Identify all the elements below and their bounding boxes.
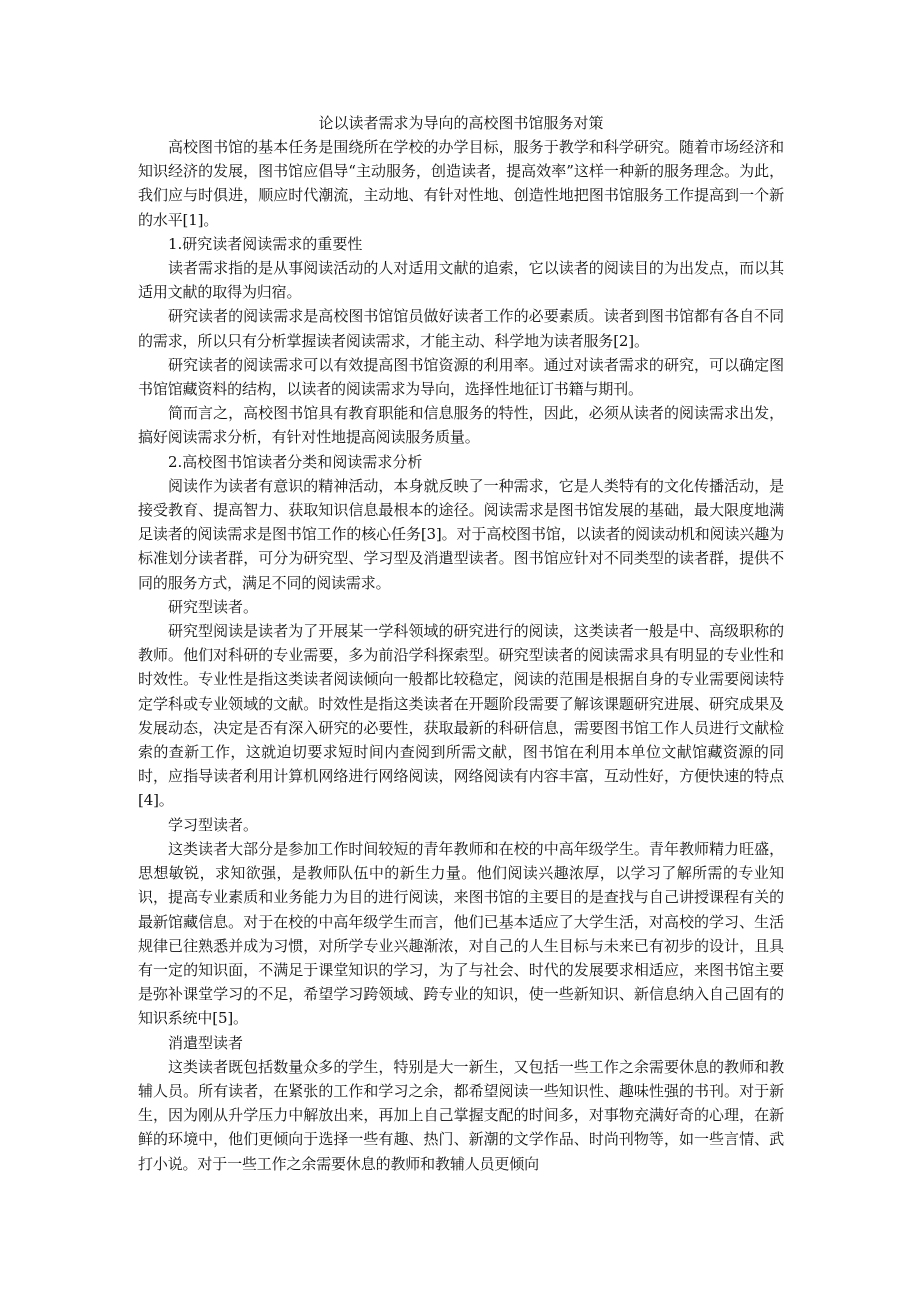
paragraph: 研究读者的阅读需求可以有效提高图书馆资源的利用率。通过对读者需求的研究，可以确定图书馆馆藏资料的结构，以读者的阅读需求为导向，选择性地征订书籍与期刊。: [138, 355, 784, 399]
paragraph: 这类读者既包括数量众多的学生，特别是大一新生，又包括一些工作之余需要休息的教师和教辅人员。所有读者，在紧张的工作和学习之余，都希望阅读一些知识性、趣味性强的书刊。对于新生，因为刚从升学压力中解放出来，再加上自己掌握支配的时间多，对事物充满好奇的心理，在新鲜的环境中，他们更倾向于选择一些有趣、热门、新潮的文学作品、时尚刊物等，如一些言情、武打小说。对于一些工作之余需要休息的教师和教辅人员更倾向: [138, 1057, 784, 1173]
section-heading: 2.高校图书馆读者分类和阅读需求分析: [168, 452, 423, 471]
paragraph: 研究型阅读是读者为了开展某一学科领域的研究进行的阅读，这类读者一般是中、高级职称的教师。他们对科研的专业需要，多为前沿学科探索型。研究型读者的阅读需求具有明显的专业性和时效性。专业性是指这类读者阅读倾向一般都比较稳定，阅读的范围是根据自身的专业需要阅读特定学科或专业领域的文献。时效性是指这类读者在开题阶段需要了解该课题研究进展、研究成果及发展动态，决定是否有深入研究的必要性，获取最新的科研信息，需要图书馆工作人员进行文献检索的查新工作，这就迫切要求短时间内查阅到所需文献，图书馆在利用本单位文献馆藏资源的同时，应指导读者利用计算机网络进行网络阅读，网络阅读有内容丰富，互动性好，方便快速的特点[4]。: [138, 622, 784, 810]
paragraph: 高校图书馆的基本任务是围绕所在学校的办学目标，服务于教学和科学研究。随着市场经济和知识经济的发展，图书馆应倡导“主动服务，创造读者，提高效率”这样一种新的服务理念。为此，我们应与时俱进，顺应时代潮流，主动地、有针对性地、创造性地把图书馆服务工作提高到一个新的水平[1]。: [138, 138, 784, 229]
paragraph: 读者需求指的是从事阅读活动的人对适用文献的追索，它以读者的阅读目的为出发点，而以其适用文献的取得为归宿。: [138, 259, 784, 302]
document-title: 论以读者需求为导向的高校图书馆服务对策: [318, 114, 604, 132]
subsection-heading: 研究型读者。: [168, 597, 259, 616]
section-heading: 1.研究读者阅读需求的重要性: [168, 234, 363, 253]
document-body: [138, 111, 784, 1176]
paragraph: 简而言之，高校图书馆具有教育职能和信息服务的特性，因此，必须从读者的阅读需求出发，搞好阅读需求分析，有针对性地提高阅读服务质量。: [138, 404, 784, 447]
paragraph: 阅读作为读者有意识的精神活动，本身就反映了一种需求，它是人类特有的文化传播活动，是接受教育、提高智力、获取知识信息最根本的途径。阅读需求是图书馆发展的基础，最大限度地满足读者的阅读需求是图书馆工作的核心任务[3]。对于高校图书馆，以读者的阅读动机和阅读兴趣为标准划分读者群，可分为研究型、学习型及消遣型读者。图书馆应针对不同类型的读者群，提供不同的服务方式，满足不同的阅读需求。: [138, 476, 784, 592]
subsection-heading: 消遣型读者: [168, 1033, 244, 1052]
paragraph: 这类读者大部分是参加工作时间较短的青年教师和在校的中高年级学生。青年教师精力旺盛，思想敏锐，求知欲强，是教师队伍中的新生力量。他们阅读兴趣浓厚，以学习了解所需的专业知识，提高专业素质和业务能力为目的进行阅读，来图书馆的主要目的是查找与自己讲授课程有关的最新馆藏信息。对于在校的中高年级学生而言，他们已基本适应了大学生活，对高校的学习、生活规律已往熟悉并成为习惯，对所学专业兴趣渐浓，对自己的人生目标与未来已有初步的设计，且具有一定的知识面，不满足于课堂知识的学习，为了与社会、时代的发展要求相适应，来图书馆主要是弥补课堂学习的不足，希望学习跨领域、跨专业的知识，使一些新知识、新信息纳入自己固有的知识系统中[5]。: [138, 839, 784, 1028]
paragraph: 研究读者的阅读需求是高校图书馆馆员做好读者工作的必要素质。读者到图书馆都有各自不同的需求，所以只有分析掌握读者阅读需求，才能主动、科学地为读者服务[2]。: [138, 307, 784, 350]
subsection-heading: 学习型读者。: [168, 815, 259, 834]
